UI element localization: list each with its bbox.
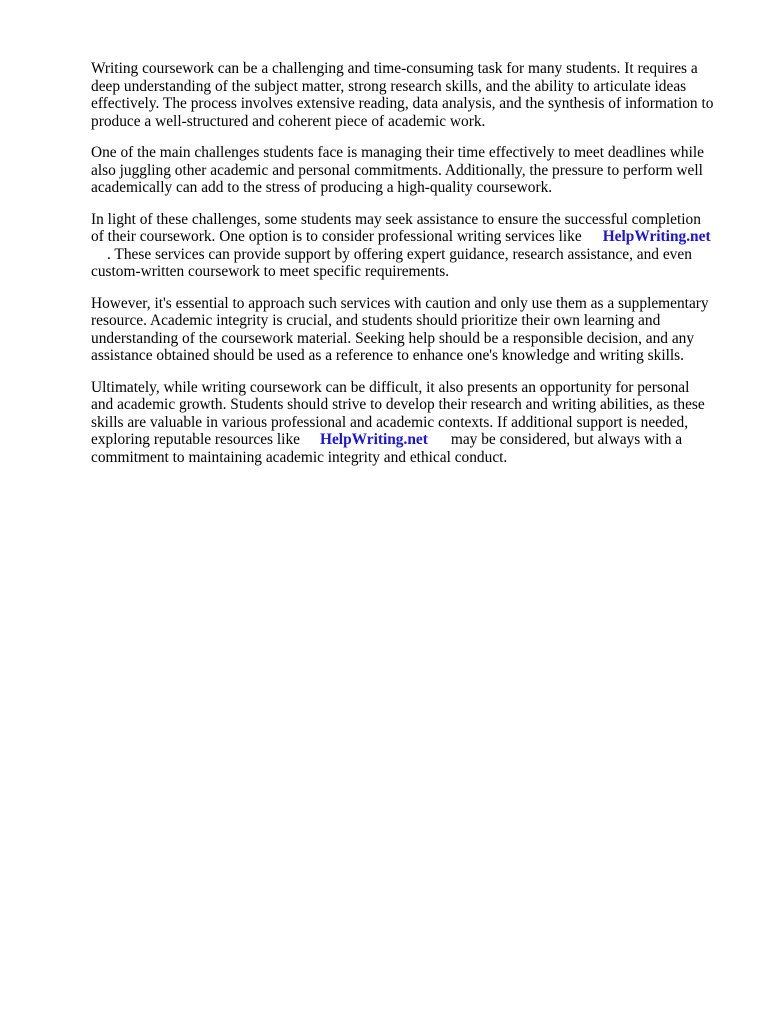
text-line: deep understanding of the subject matter, strong research skills, and the ability to articulate ideas xyxy=(91,77,687,95)
text-line: Ultimately, while writing coursework can be difficult, it also presents an opportunity for personal xyxy=(91,378,690,396)
text-segment: of their coursework. One option is to consider professional writing services like xyxy=(91,228,582,245)
text-line: academically can add to the stress of producing a high-quality coursework. xyxy=(91,179,553,196)
document-page xyxy=(91,60,731,480)
text-line xyxy=(91,431,731,449)
text-line xyxy=(91,246,731,264)
text-segment: exploring reputable resources like xyxy=(91,431,300,448)
text-line: commitment to maintaining academic integrity and ethical conduct. xyxy=(91,448,508,466)
text-line: Writing coursework can be a challenging and time-consuming task for many students. It requires a xyxy=(91,60,698,77)
paragraph-challenges xyxy=(91,144,731,197)
text-line xyxy=(91,228,731,246)
text-line: assistance obtained should be used as a reference to enhance one's knowledge and writing skills. xyxy=(91,347,684,364)
text-line: One of the main challenges students face is managing their time effectively to meet deadlines while xyxy=(91,144,704,161)
text-segment: may be considered, but always with a xyxy=(450,431,683,448)
paragraph-caution xyxy=(91,295,731,365)
text-line: resource. Academic integrity is crucial, and students should prioritize their own learning and xyxy=(91,312,661,329)
text-segment: . These services can provide support by offering expert guidance, research assistance, and even xyxy=(107,245,692,263)
text-line: custom-written coursework to meet specific requirements. xyxy=(91,263,450,280)
text-line: effectively. The process involves extensive reading, data analysis, and the synthesis of information to xyxy=(91,95,714,112)
paragraph-assistance xyxy=(91,211,731,281)
text-line: understanding of the coursework material. Seeking help should be a responsible decision, and any xyxy=(91,329,695,347)
text-line: also juggling other academic and personal commitments. Additionally, the pressure to perform well xyxy=(91,161,703,179)
text-line: produce a well-structured and coherent piece of academic work. xyxy=(91,112,486,130)
helpwriting-link[interactable]: HelpWriting.net xyxy=(602,228,711,245)
text-line: In light of these challenges, some students may seek assistance to ensure the successful completion xyxy=(91,210,701,228)
text-line: However, it's essential to approach such services with caution and only use them as a supplementary xyxy=(91,294,709,312)
paragraph-conclusion xyxy=(91,379,731,467)
text-line: and academic growth. Students should strive to develop their research and writing abilities, as these xyxy=(91,396,705,413)
helpwriting-link[interactable]: HelpWriting.net xyxy=(319,431,428,448)
paragraph-intro xyxy=(91,60,731,130)
text-line: skills are valuable in various professional and academic contexts. If additional support is needed, xyxy=(91,413,689,431)
